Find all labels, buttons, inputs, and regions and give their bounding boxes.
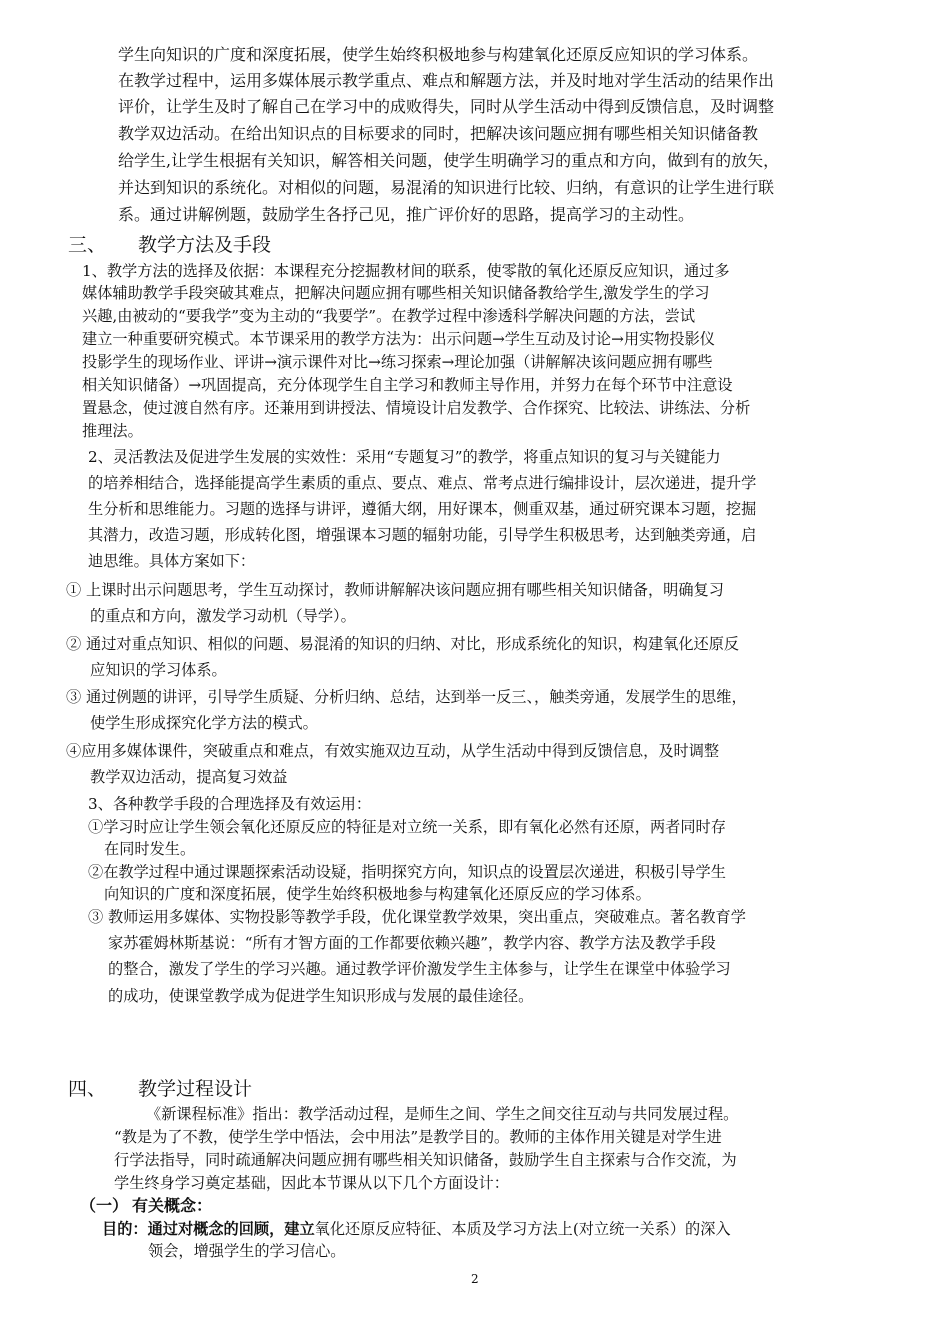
method-p3-a-line-1: ①学习时应让学生领会氧化还原反应的特征是对立统一关系，即有氧化必然有还原，两者同时存 bbox=[88, 818, 726, 836]
list-item-4-line-2: 教学双边活动，提高复习效益 bbox=[90, 768, 288, 786]
process-line-4: 学生终身学习奠定基础，因此本节课从以下几个方面设计： bbox=[114, 1174, 509, 1192]
page-number: 2 bbox=[471, 1272, 479, 1286]
method-p2-line-3: 生分析和思维能力。习题的选择与讲评，遵循大纲，用好课本，侧重双基，通过研究课本习题，挖掘 bbox=[88, 500, 757, 518]
method-p1-line-2: 媒体辅助教学手段突破其难点，把解决问题应拥有哪些相关知识储备教给学生,激发学生的学习 bbox=[82, 284, 710, 302]
subsection-1-title: 有关概念： bbox=[132, 1196, 213, 1215]
method-p1-line-6: 相关知识储备）→巩固提高，充分体现学生自主学习和教师主导作用，并努力在每个环节中注意设 bbox=[82, 376, 733, 394]
method-p1-line-7: 置悬念，使过渡自然有序。还兼用到讲授法、情境设计启发教学、合作探究、比较法、讲练法、分析 bbox=[82, 399, 751, 417]
process-line-3: 行学法指导，同时疏通解决问题应拥有哪些相关知识储备，鼓励学生自主探索与合作交流，为 bbox=[114, 1151, 737, 1169]
method-p1-line-8: 推理法。 bbox=[82, 422, 143, 440]
intro-line-7: 系。通过讲解例题，鼓励学生各抒己见，推广评价好的思路，提高学习的主动性。 bbox=[118, 205, 695, 224]
section-4-title: 教学过程设计 bbox=[138, 1078, 253, 1100]
goal-line-1 bbox=[102, 1218, 731, 1240]
method-p1-line-5: 投影学生的现场作业、评讲→演示课件对比→练习探索→理论加强（讲解解决该问题应拥有哪些 bbox=[82, 353, 713, 371]
method-p3-b-line-1: ②在教学过程中通过课题探索活动设疑，指明探究方向，知识点的设置层次递进，积极引导学生 bbox=[88, 863, 726, 881]
goal-line-2: 领会，增强学生的学习信心。 bbox=[148, 1242, 346, 1260]
section-4-number: 四、 bbox=[68, 1078, 107, 1100]
method-p3-c-line-4: 的成功，使课堂教学成为促进学生知识形成与发展的最佳途径。 bbox=[108, 987, 534, 1005]
intro-line-4: 教学双边活动。在给出知识点的目标要求的同时，把解决该问题应拥有哪些相关知识储备教 bbox=[118, 124, 759, 143]
method-p2-line-4: 其潜力，改造习题，形成转化图，增强课本习题的辐射功能，引导学生积极思考，达到触类旁通，启 bbox=[88, 526, 757, 544]
method-p3-heading: 3、各种教学手段的合理选择及有效运用： bbox=[88, 795, 372, 813]
method-p2-line-2: 的培养相结合，选择能提高学生素质的重点、要点、难点、常考点进行编排设计，层次递进，提升学 bbox=[88, 474, 757, 492]
list-item-1-line-2: 的重点和方向，激发学习动机（导学）。 bbox=[90, 607, 356, 625]
intro-line-5: 给学生,让学生根据有关知识，解答相关问题，使学生明确学习的重点和方向，做到有的放矢， bbox=[118, 151, 780, 170]
list-item-3-line-2: 使学生形成探究化学方法的模式。 bbox=[90, 714, 318, 732]
section-3-number: 三、 bbox=[68, 234, 107, 256]
list-item-2-line-2: 应知识的学习体系。 bbox=[90, 661, 227, 679]
method-p3-b-line-2: 向知识的广度和深度拓展，使学生始终积极地参与构建氧化还原反应的学习体系。 bbox=[104, 885, 651, 903]
intro-line-1: 学生向知识的广度和深度拓展，使学生始终积极地参与构建氧化还原反应知识的学习体系。 bbox=[118, 45, 759, 64]
intro-line-2: 在教学过程中，运用多媒体展示教学重点、难点和解题方法，并及时地对学生活动的结果作出 bbox=[118, 71, 775, 90]
method-p1-line-3: 兴趣,由被动的“要我学”变为主动的“我要学”。在教学过程中渗透科学解决问题的方法，尝试 bbox=[82, 307, 696, 325]
intro-line-3: 评价，让学生及时了解自己在学习中的成败得失，同时从学生活动中得到反馈信息，及时调整 bbox=[118, 97, 775, 116]
goal-bold-text: 通过对概念的回顾，建立 bbox=[147, 1220, 315, 1238]
method-p3-c-line-1: ③ 教师运用多媒体、实物投影等教学手段，优化课堂教学效果，突出重点，突破难点。著名教育学 bbox=[88, 908, 746, 926]
list-item-4-line-1: ④应用多媒体课件，突破重点和难点，有效实施双边互动，从学生活动中得到反馈信息，及时调整 bbox=[66, 742, 720, 760]
method-p2-line-1: 2、灵活教法及促进学生发展的实效性：采用“专题复习”的教学，将重点知识的复习与关键能力 bbox=[88, 448, 721, 466]
list-item-1-line-1: ① 上课时出示问题思考，学生互动探讨，教师讲解解决该问题应拥有哪些相关知识储备，明确复习 bbox=[66, 581, 724, 599]
section-3-title: 教学方法及手段 bbox=[138, 234, 272, 256]
method-p1-line-4: 建立一种重要研究模式。本节课采用的教学方法为：出示问题→学生互动及讨论→用实物投影仪 bbox=[82, 330, 715, 348]
goal-label: 目的： bbox=[102, 1220, 148, 1238]
method-p3-a-line-2: 在同时发生。 bbox=[104, 840, 196, 858]
method-p1-line-1: 1、教学方法的选择及依据：本课程充分挖掘教材间的联系，使零散的氧化还原反应知识，通过多 bbox=[82, 262, 730, 280]
list-item-3-line-1: ③ 通过例题的讲评，引导学生质疑、分析归纳、总结，达到举一反三、，触类旁通，发展学生的思维， bbox=[66, 688, 747, 706]
list-item-2-line-1: ② 通过对重点知识、相似的问题、易混淆的知识的归纳、对比，形成系统化的知识，构建氧化还原反 bbox=[66, 635, 740, 653]
method-p3-c-line-3: 的整合，激发了学生的学习兴趣。通过教学评价激发学生主体参与，让学生在课堂中体验学习 bbox=[108, 960, 731, 978]
method-p3-c-line-2: 家苏霍姆林斯基说：“所有才智方面的工作都要依赖兴趣”，教学内容、教学方法及教学手段 bbox=[108, 934, 716, 952]
goal-rest-text: 氧化还原反应特征、本质及学习方法上(对立统一关系）的深入 bbox=[314, 1220, 731, 1238]
intro-line-6: 并达到知识的系统化。对相似的问题，易混淆的知识进行比较、归纳，有意识的让学生进行联 bbox=[118, 178, 775, 197]
subsection-1-number: （一） bbox=[80, 1196, 129, 1215]
method-p2-line-5: 迪思维。具体方案如下： bbox=[88, 552, 256, 570]
process-line-2: “教是为了不教，使学生学中悟法，会中用法”是教学目的。教师的主体作用关键是对学生进 bbox=[114, 1128, 722, 1146]
process-line-1: 《新课程标准》指出：教学活动过程，是师生之间、学生之间交往互动与共同发展过程。 bbox=[146, 1105, 739, 1123]
